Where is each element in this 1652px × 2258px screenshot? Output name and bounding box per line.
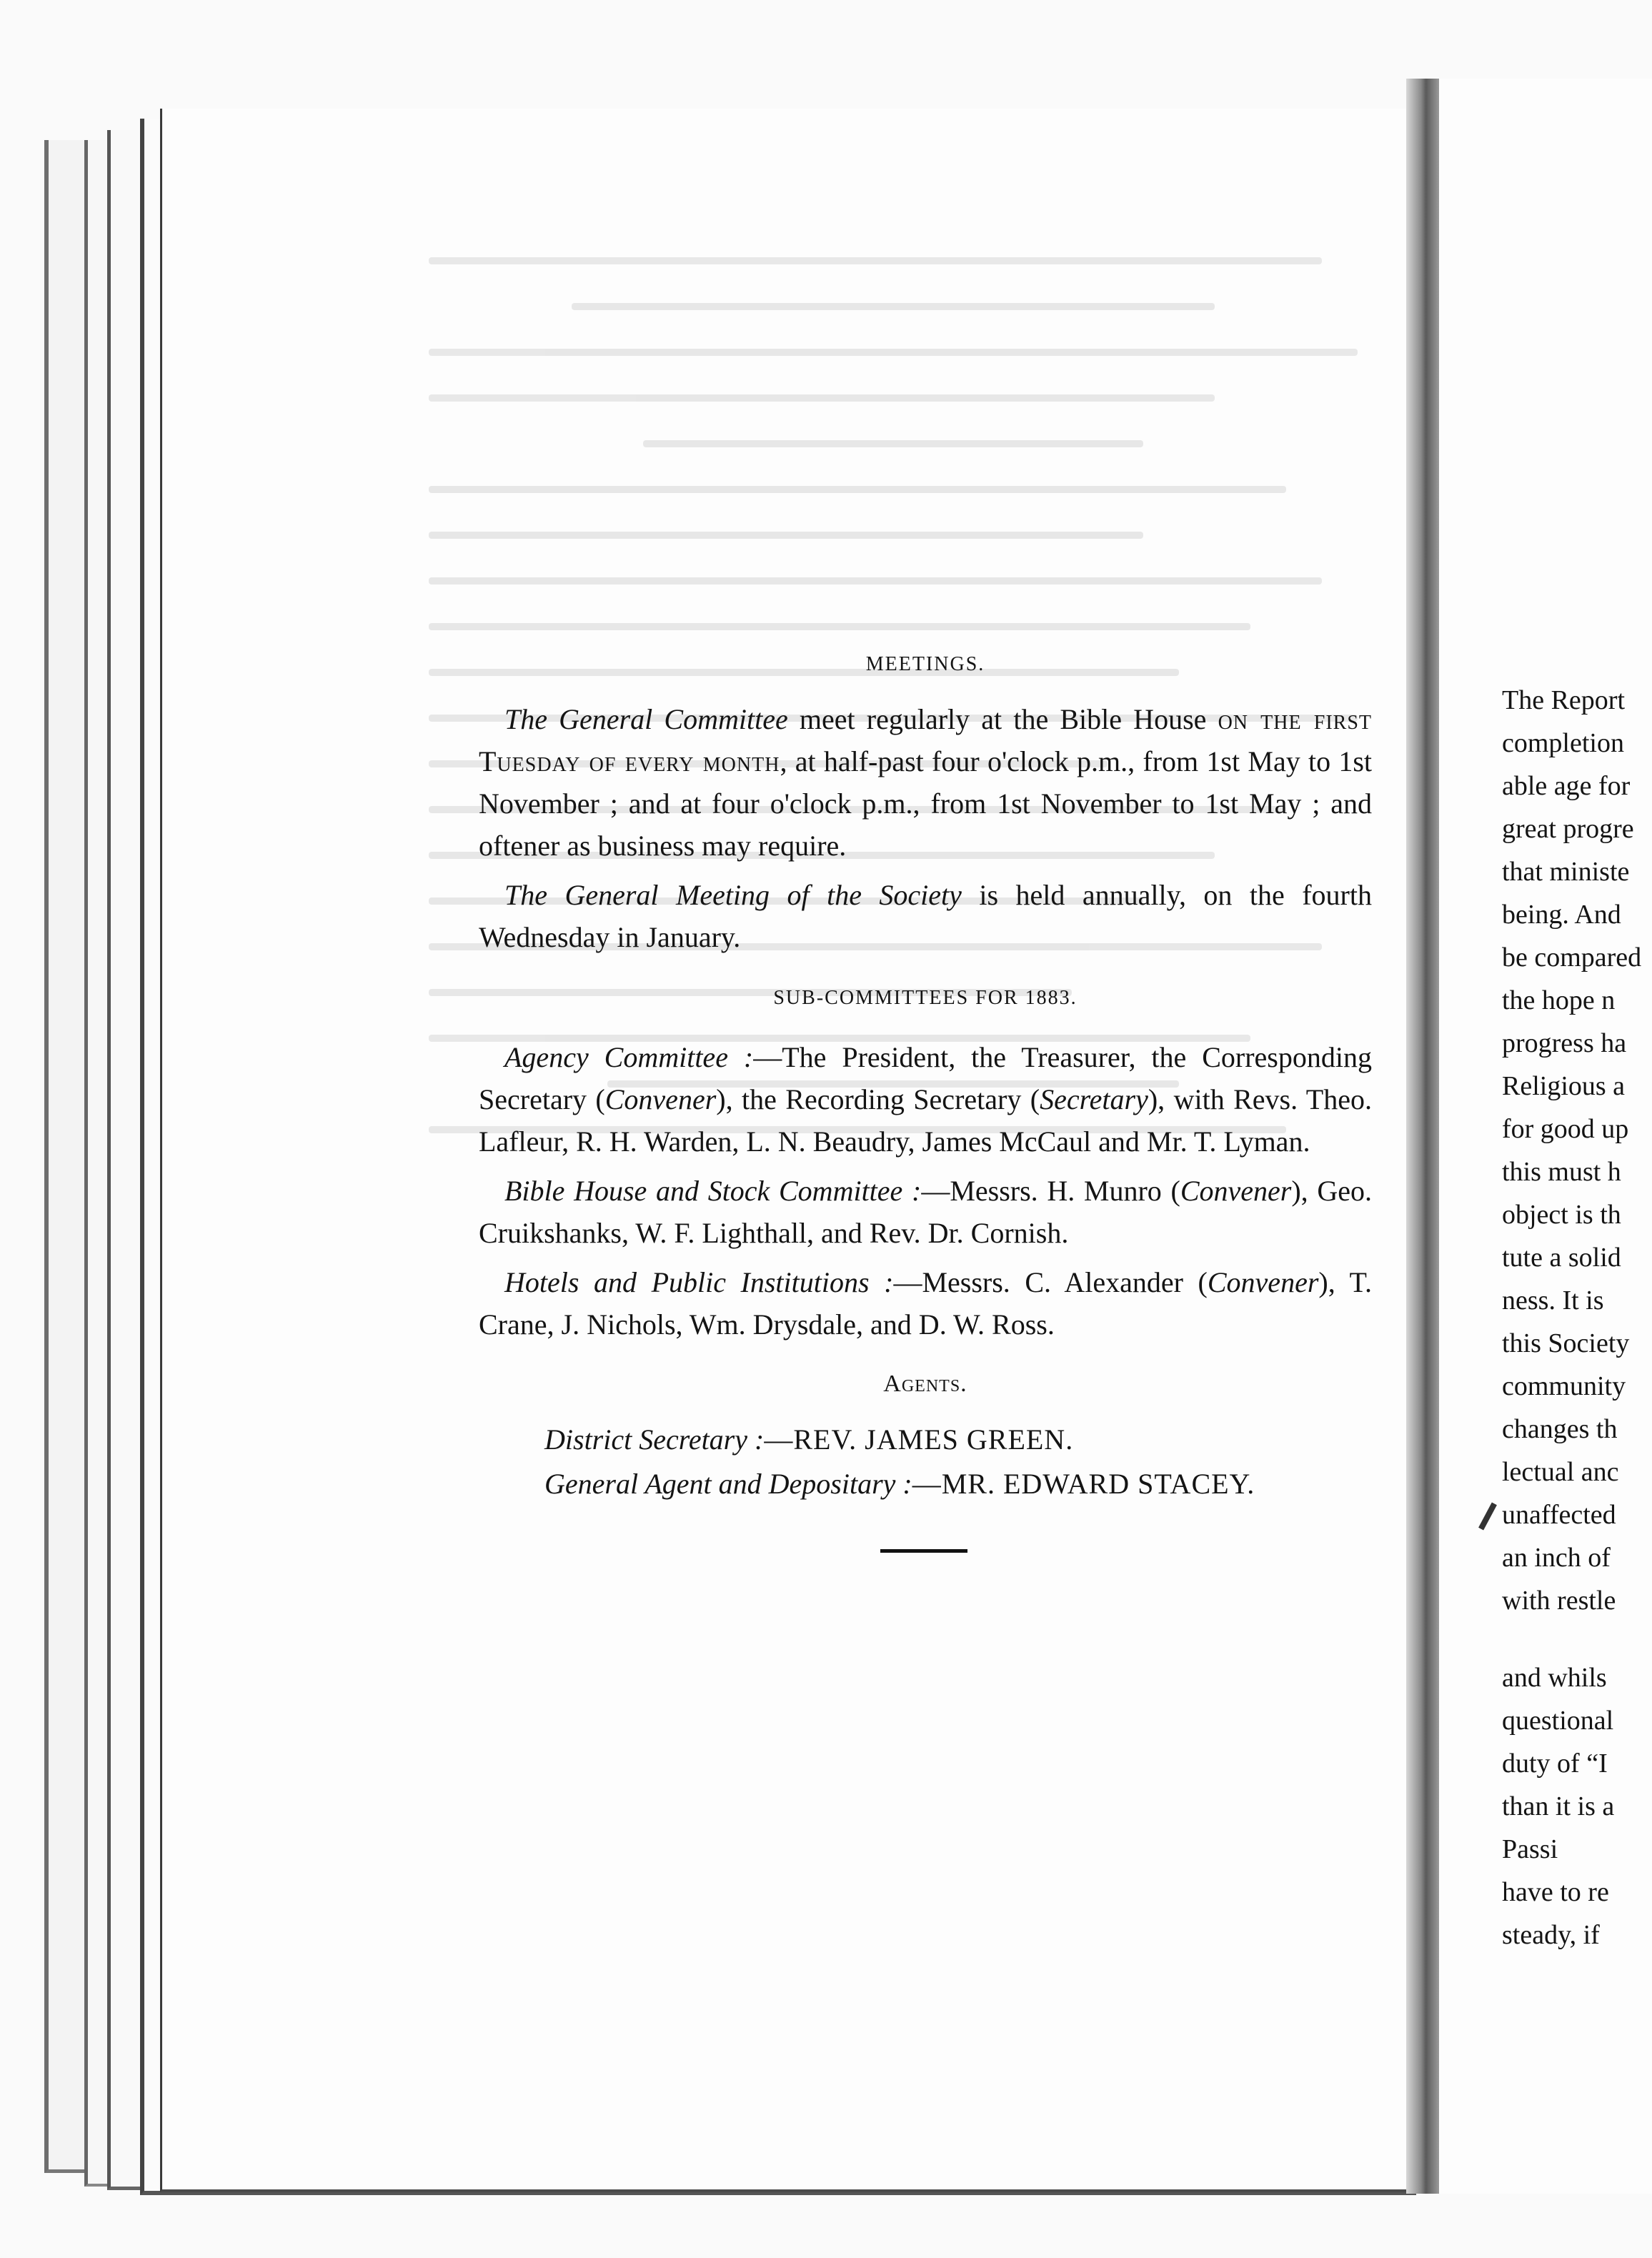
agency-committee-paragraph [479, 1036, 1372, 1163]
right-page-line: the hope n [1502, 985, 1616, 1015]
right-page-line: Passi [1502, 1834, 1558, 1864]
right-page-line: this must h [1502, 1157, 1621, 1187]
right-page-line: progress ha [1502, 1028, 1627, 1058]
right-page-line: tute a solid [1502, 1243, 1621, 1273]
bible-house-title: Bible House and Stock Committee : [504, 1175, 922, 1207]
right-page-line: changes th [1502, 1414, 1618, 1444]
right-page-line: The Report [1502, 685, 1626, 715]
right-page-line: completion [1502, 728, 1624, 758]
right-page-line: and whils [1502, 1663, 1607, 1693]
hotels-title: Hotels and Public Institutions : [504, 1266, 894, 1298]
general-agent-line [544, 1462, 1372, 1506]
hotels-text: —Messrs. C. Alexander ( [893, 1266, 1208, 1298]
right-page-line: with restle [1502, 1586, 1616, 1616]
right-page-line: community [1502, 1371, 1626, 1401]
right-page-text-bottom [1502, 1656, 1614, 1956]
right-page-line: object is th [1502, 1200, 1621, 1230]
hotels-text-2: ), T. Crane, J. Nichols, Wm. Drysdale, and D. W. Ross. [479, 1266, 1373, 1341]
left-page-text [479, 643, 1372, 1553]
bible-house-text: —Messrs. H. Munro ( [921, 1175, 1180, 1207]
right-page-line: an inch of [1502, 1543, 1611, 1573]
hotels-paragraph [479, 1261, 1372, 1346]
right-page-line: unaffected [1502, 1500, 1616, 1530]
meetings-heading: MEETINGS. [865, 653, 985, 675]
general-meeting-paragraph [479, 874, 1372, 958]
right-page-line: lectual anc [1502, 1457, 1619, 1487]
right-page-line: able age for [1502, 771, 1631, 801]
general-committee-text: meet regularly at the Bible House [787, 703, 1218, 735]
general-meeting-text: is held annually, on the fourth Wednesday in January. [479, 879, 1372, 953]
right-page-line: have to re [1502, 1877, 1609, 1907]
end-rule [880, 1549, 967, 1553]
agents-heading: Agents. [883, 1371, 967, 1397]
subcommittees-heading: SUB-COMMITTEES FOR 1883. [773, 987, 1078, 1009]
bible-house-text-2: ), Geo. Cruikshanks, W. F. Lighthall, and Rev. Dr. Cornish. [479, 1175, 1372, 1249]
right-page-line: that ministe [1502, 857, 1630, 887]
agency-convener: Convener [604, 1083, 717, 1115]
agency-text-3: ), with Revs. Theo. Lafleur, R. H. Warden, L. N. Beaudry, James McCaul and Mr. T. Lyman. [479, 1083, 1372, 1158]
right-page-text-top [1502, 679, 1641, 1622]
right-page-line: being. And [1502, 900, 1621, 930]
book-gutter [1406, 79, 1439, 2194]
district-secretary-title: District Secretary : [544, 1423, 765, 1456]
general-agent-title: General Agent and Depositary : [544, 1468, 912, 1500]
district-secretary-line [544, 1418, 1372, 1462]
hotels-convener: Convener [1207, 1266, 1319, 1298]
general-meeting-title: The General Meeting of the Society [504, 879, 962, 911]
right-page-line: than it is a [1502, 1791, 1615, 1821]
right-page-line: duty of “I [1502, 1749, 1608, 1779]
right-page-line: Religious a [1502, 1071, 1626, 1101]
general-agent-name: —MR. EDWARD STACEY. [912, 1468, 1255, 1500]
right-page-line: steady, if [1502, 1920, 1600, 1950]
general-committee-date: on the first Tuesday of every month [479, 703, 1373, 777]
agency-secretary: Secretary [1040, 1083, 1148, 1115]
bible-house-convener: Convener [1180, 1175, 1292, 1207]
agency-text: —The President, the Treasurer, the Corresponding Secretary ( [479, 1041, 1372, 1115]
right-page-line: be compared [1502, 943, 1642, 973]
general-committee-title: The General Committee [504, 703, 788, 735]
right-page-line: ness. It is [1502, 1285, 1604, 1315]
right-page-line: this Society [1502, 1328, 1630, 1358]
agency-committee-title: Agency Committee : [504, 1041, 754, 1073]
general-committee-text-2: , at half-past four o'clock p.m., from 1st May to 1st November ; and at four o'clock p.m., from 1st November to 1st May ; and oftener as business may require. [479, 745, 1373, 862]
right-page-line: great progre [1502, 814, 1634, 844]
district-secretary-name: —REV. JAMES GREEN. [764, 1423, 1074, 1456]
general-committee-paragraph [479, 698, 1372, 867]
agency-text-2: ), the Recording Secretary ( [716, 1083, 1040, 1115]
right-page-line: for good up [1502, 1114, 1629, 1144]
bible-house-paragraph [479, 1170, 1372, 1254]
right-page-line: questional [1502, 1706, 1614, 1736]
